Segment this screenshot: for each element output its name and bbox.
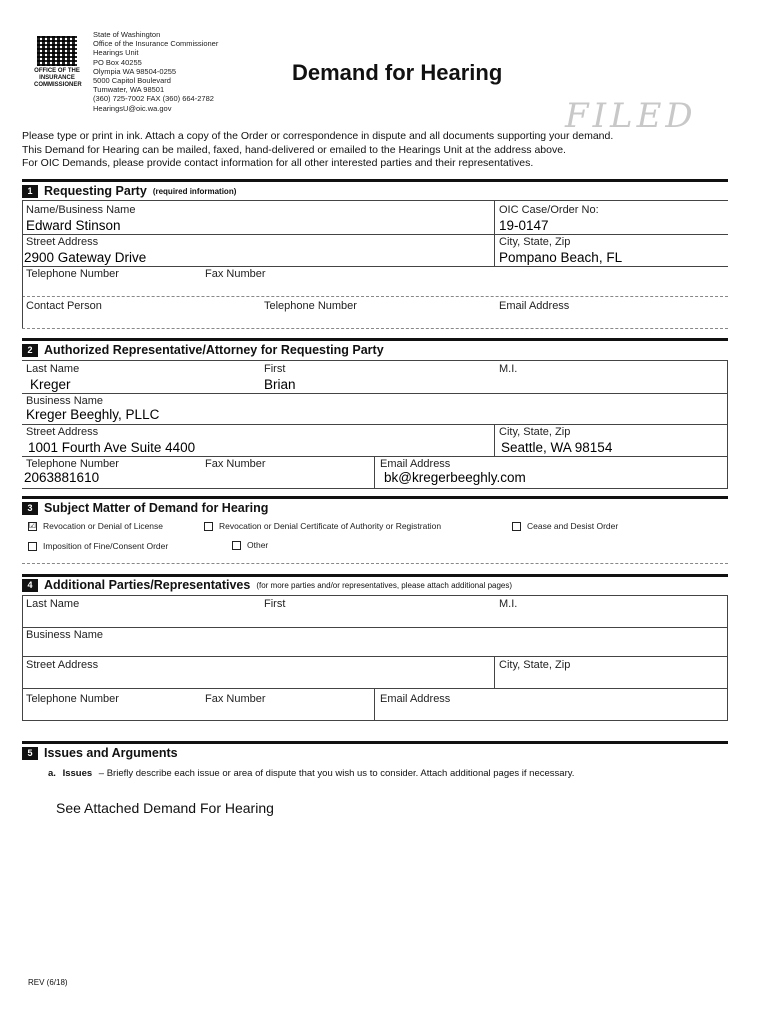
phone-label: Telephone Number bbox=[26, 693, 119, 705]
option-fine-consent[interactable] bbox=[28, 541, 168, 551]
case-field[interactable]: 19-0147 bbox=[499, 218, 549, 233]
rule bbox=[22, 200, 728, 201]
border bbox=[22, 200, 23, 328]
section-number: 3 bbox=[22, 502, 38, 515]
section-title: Additional Parties/Representatives bbox=[44, 578, 251, 592]
section-divider bbox=[22, 179, 728, 182]
checkbox[interactable] bbox=[28, 542, 37, 551]
section-divider bbox=[22, 338, 728, 341]
seal-image bbox=[37, 36, 77, 66]
street-label: Street Address bbox=[26, 236, 99, 248]
section-number: 4 bbox=[22, 579, 38, 592]
section-number: 1 bbox=[22, 185, 38, 198]
address-line: Office of the Insurance Commissioner bbox=[93, 39, 219, 49]
checkbox[interactable] bbox=[512, 522, 521, 531]
email-label: Email Address bbox=[499, 300, 570, 312]
mi-label: M.I. bbox=[499, 363, 518, 375]
address-line: HearingsU@oic.wa.gov bbox=[93, 103, 172, 113]
option-revocation-license[interactable] bbox=[28, 521, 163, 531]
address-line: 5000 Capitol Boulevard bbox=[93, 76, 171, 86]
section2-header bbox=[22, 343, 384, 357]
business-label: Business Name bbox=[26, 629, 104, 641]
phone-label: Telephone Number bbox=[26, 458, 119, 470]
email-field[interactable]: bk@kregerbeeghly.com bbox=[384, 470, 526, 485]
address-line: State of Washington bbox=[93, 30, 161, 39]
last-name-field[interactable]: Kreger bbox=[30, 377, 71, 392]
border bbox=[727, 360, 728, 488]
rule bbox=[22, 627, 728, 628]
first-name-label: First bbox=[264, 363, 286, 375]
oic-logo bbox=[34, 36, 82, 88]
divider bbox=[374, 688, 375, 720]
section-divider bbox=[22, 496, 728, 499]
section5-header bbox=[22, 746, 178, 760]
rule bbox=[22, 234, 728, 235]
option-cease-desist[interactable] bbox=[512, 521, 618, 531]
divider bbox=[494, 656, 495, 688]
phone-field[interactable]: 2063881610 bbox=[24, 470, 100, 485]
divider bbox=[374, 456, 375, 488]
section-title: Issues and Arguments bbox=[44, 746, 178, 760]
rule bbox=[22, 424, 728, 425]
city-label: City, State, Zip bbox=[499, 236, 571, 248]
checkbox[interactable] bbox=[232, 541, 241, 550]
checkbox[interactable] bbox=[204, 522, 213, 531]
item-title: Issues bbox=[62, 768, 93, 779]
agency-address bbox=[93, 30, 218, 113]
section-title: Requesting Party bbox=[44, 184, 147, 198]
mi-label: M.I. bbox=[499, 598, 518, 610]
contact-label: Contact Person bbox=[26, 300, 102, 312]
rule bbox=[22, 456, 728, 457]
section-note: (for more parties and/or representatives, please attach additional pages) bbox=[256, 580, 513, 590]
email-label: Email Address bbox=[380, 693, 451, 705]
rule bbox=[22, 656, 728, 657]
section-title: Subject Matter of Demand for Hearing bbox=[44, 501, 269, 515]
business-field[interactable]: Kreger Beeghly, PLLC bbox=[26, 407, 160, 422]
option-label: Cease and Desist Order bbox=[527, 521, 619, 531]
street-label: Street Address bbox=[26, 426, 99, 438]
address-line: Hearings Unit bbox=[93, 48, 139, 58]
rule bbox=[22, 563, 728, 564]
fax-label: Fax Number bbox=[205, 693, 266, 705]
rule bbox=[22, 688, 728, 689]
business-label: Business Name bbox=[26, 395, 104, 407]
rule bbox=[22, 393, 728, 394]
revision-label: REV (6/18) bbox=[28, 978, 68, 987]
section-divider bbox=[22, 741, 728, 744]
address-line: Olympia WA 98504-0255 bbox=[93, 66, 177, 76]
rule bbox=[22, 360, 728, 361]
last-name-label: Last Name bbox=[26, 598, 80, 610]
instruction-line: For OIC Demands, please provide contact information for all other interested parties and their representatives. bbox=[22, 157, 534, 169]
option-label: Imposition of Fine/Consent Order bbox=[43, 541, 169, 551]
logo-text: OFFICE OF THE INSURANCE COMMISSIONER bbox=[34, 68, 82, 88]
section-divider bbox=[22, 574, 728, 577]
section4-header bbox=[22, 578, 512, 592]
issues-answer[interactable]: See Attached Demand For Hearing bbox=[56, 800, 274, 816]
contact-phone-label: Telephone Number bbox=[264, 300, 357, 312]
street-field[interactable]: 2900 Gateway Drive bbox=[24, 250, 147, 265]
phone-label: Telephone Number bbox=[26, 268, 119, 280]
option-other[interactable] bbox=[232, 540, 268, 550]
street-label: Street Address bbox=[26, 659, 99, 671]
section1-header bbox=[22, 184, 236, 198]
item-letter: a. bbox=[48, 768, 56, 779]
section-note: (required information) bbox=[152, 186, 237, 196]
rule bbox=[22, 488, 728, 489]
rule bbox=[22, 328, 728, 329]
street-field[interactable]: 1001 Fourth Ave Suite 4400 bbox=[28, 440, 196, 455]
first-name-label: First bbox=[264, 598, 286, 610]
email-label: Email Address bbox=[380, 458, 451, 470]
item-text: – Briefly describe each issue or area of dispute that you wish us to consider. Attach additional pages if necessary. bbox=[98, 768, 575, 779]
divider bbox=[494, 200, 495, 266]
city-label: City, State, Zip bbox=[499, 659, 571, 671]
address-line: Tumwater, WA 98501 bbox=[93, 85, 165, 95]
section3-header bbox=[22, 501, 268, 515]
case-label: OIC Case/Order No: bbox=[499, 204, 599, 216]
fax-label: Fax Number bbox=[205, 458, 266, 470]
instruction-line: Please type or print in ink. Attach a copy of the Order or correspondence in dispute and all documents supporting your demand. bbox=[22, 130, 614, 142]
rule bbox=[22, 720, 728, 721]
checkbox[interactable]: ☑ bbox=[28, 521, 37, 530]
filed-stamp: FILED bbox=[565, 96, 697, 136]
instruction-line: This Demand for Hearing can be mailed, faxed, hand-delivered or emailed to the Hearings Unit at the address above. bbox=[22, 143, 566, 156]
page-title: Demand for Hearing bbox=[292, 60, 503, 85]
option-label: Revocation or Denial of License bbox=[43, 521, 164, 531]
rule bbox=[22, 266, 728, 267]
rule bbox=[22, 595, 728, 596]
fax-label: Fax Number bbox=[205, 268, 266, 280]
rule bbox=[22, 296, 728, 297]
city-field[interactable]: Pompano Beach, FL bbox=[499, 250, 623, 265]
issues-instruction bbox=[48, 768, 574, 779]
address-line: PO Box 40255 bbox=[93, 57, 142, 67]
option-revocation-authority[interactable] bbox=[204, 521, 441, 531]
section-number: 5 bbox=[22, 747, 38, 760]
option-label: Revocation or Denial Certificate of Authority or Registration bbox=[219, 521, 442, 531]
instructions bbox=[22, 130, 712, 171]
divider bbox=[494, 424, 495, 456]
city-label: City, State, Zip bbox=[499, 426, 571, 438]
border bbox=[727, 595, 728, 720]
option-label: Other bbox=[247, 540, 269, 550]
last-name-label: Last Name bbox=[26, 363, 80, 375]
address-line: (360) 725-7002 FAX (360) 664-2782 bbox=[93, 94, 214, 104]
name-label: Name/Business Name bbox=[26, 204, 136, 216]
first-name-field[interactable]: Brian bbox=[264, 377, 296, 392]
border bbox=[22, 595, 23, 720]
section-title: Authorized Representative/Attorney for Requesting Party bbox=[44, 343, 384, 357]
section-number: 2 bbox=[22, 344, 38, 357]
city-field[interactable]: Seattle, WA 98154 bbox=[501, 440, 613, 455]
name-field[interactable]: Edward Stinson bbox=[26, 218, 121, 233]
